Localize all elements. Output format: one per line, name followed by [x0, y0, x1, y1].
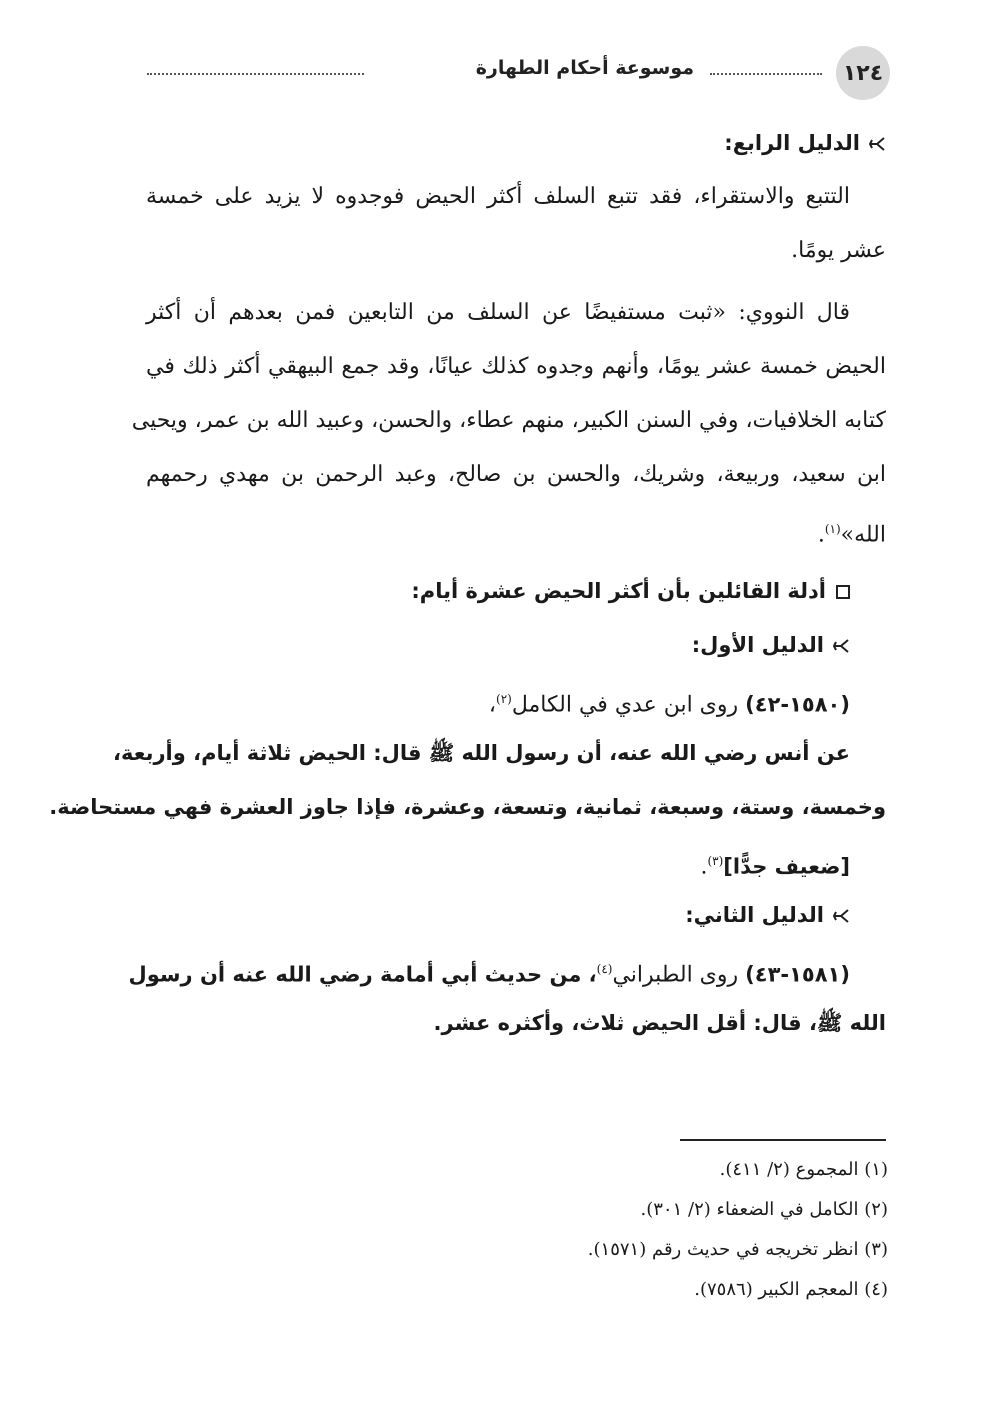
footnote-item: (٢) الكامل في الضعفاء (٢/ ٣٠١). — [640, 1199, 888, 1220]
header-dotted-rule — [710, 73, 822, 75]
heading-text: الدليل الأول: — [691, 633, 824, 657]
footnote-item: (٣) انظر تخريجه في حديث رقم (١٥٧١). — [587, 1239, 888, 1260]
section-title — [146, 564, 886, 618]
footnotes — [148, 1150, 888, 1310]
hadith-source: روى ابن عدي في الكامل — [511, 692, 746, 718]
pointing-hand-icon — [832, 637, 850, 655]
header-dotted-rule — [147, 73, 364, 75]
paragraph-line: عشر يومًا. — [791, 238, 886, 263]
running-title: موسوعة أحكام الطهارة — [475, 57, 694, 79]
punctuation: . — [700, 854, 708, 880]
heading-text: الدليل الثاني: — [685, 903, 824, 927]
page-number: ١٢٤ — [836, 46, 890, 100]
hadith-grade — [146, 834, 886, 888]
paragraph-line: التتبع والاستقراء، فقد تتبع السلف أكثر الحيض فوجدوه لا يزيد على خمسة — [146, 184, 850, 209]
section-heading — [146, 888, 886, 942]
footnote-ref: (٢) — [496, 692, 512, 706]
footnote-ref: (٣) — [707, 854, 724, 868]
heading-text: الدليل الرابع: — [724, 131, 860, 155]
paragraph-line: الحيض خمسة عشر يومًا، وأنهم وجدوه كذلك عيانًا، وقد جمع البيهقي أكثر ذلك في — [146, 354, 886, 379]
hadith-source: روى الطبراني — [612, 962, 746, 988]
paragraph-line: ابن سعيد، وربيعة، وشريك، والحسن بن صالح، وعبد الرحمن بن مهدي رحمهم — [146, 462, 886, 487]
hadith-text-line: الله ﷺ، قال: أقل الحيض ثلاث، وأكثره عشر. — [433, 1011, 886, 1035]
page-body — [49, 116, 886, 1050]
section-title-text: أدلة القائلين بأن أكثر الحيض عشرة أيام: — [411, 579, 826, 603]
footnote-item: (٤) المعجم الكبير (٧٥٨٦). — [694, 1279, 888, 1300]
paragraph-line: كتابه الخلافيات، وفي السنن الكبير، منهم عطاء، والحسن، وعبيد الله بن عمر، ويحيى — [131, 408, 886, 433]
hadith-text: ، من حديث أبي أمامة رضي الله عنه أن رسول — [128, 962, 597, 987]
pointing-hand-icon — [868, 135, 886, 153]
page-header — [145, 46, 890, 102]
section-heading — [146, 618, 886, 672]
footnote-ref: (٤) — [596, 962, 613, 976]
hadith-intro — [128, 942, 886, 996]
checkbox-square-icon — [836, 585, 850, 599]
hadith-number: (١٥٨٠-٤٢) — [745, 692, 850, 717]
paragraph-line: قال النووي: «ثبت مستفيضًا عن السلف من التابعين فمن بعدهم أن أكثر — [146, 300, 850, 325]
hadith-number: (١٥٨١-٤٣) — [745, 962, 850, 987]
section-heading — [146, 116, 886, 170]
hadith-text-line: وخمسة، وستة، وسبعة، ثمانية، وتسعة، وعشرة، فإذا جاوز العشرة فهي مستحاضة. — [49, 795, 886, 819]
hadith-text-line: عن أنس رضي الله عنه، أن رسول الله ﷺ قال: الحيض ثلاثة أيام، وأربعة، — [113, 741, 850, 765]
grade-text: [ضعيف جدًّا] — [723, 854, 850, 879]
footnote-item: (١) المجموع (٢/ ٤١١). — [719, 1159, 888, 1180]
paragraph-line — [146, 502, 886, 556]
quote-end-text: الله» — [840, 522, 886, 548]
pointing-hand-icon — [832, 907, 850, 925]
footnote-ref: (١) — [824, 522, 841, 536]
punctuation: . — [817, 522, 825, 548]
hadith-intro — [146, 672, 886, 726]
punctuation: ، — [488, 692, 497, 718]
footnote-separator — [680, 1139, 886, 1141]
